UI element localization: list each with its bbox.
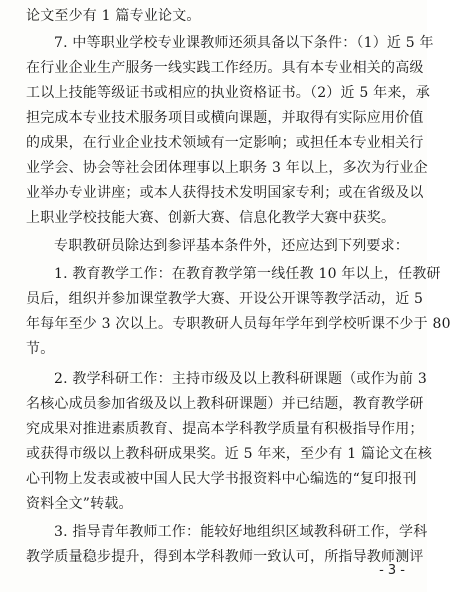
- text-line: 3. 指导青年教师工作：能较好地组织区域教科研工作，学科: [54, 524, 428, 540]
- text-line: 或获得市级以上教科研成果奖。近 5 年来，至少有 1 篇论文在核: [26, 446, 433, 462]
- text-line: 名核心成员参加省级及以上教科研课题）并已结题，教育教学研: [26, 396, 424, 412]
- page-number: - 3 -: [379, 563, 405, 578]
- text-line: 7. 中等职业学校专业课教师还须具备以下条件：（1）近 5 年: [54, 35, 434, 51]
- text-line: 1. 教育教学工作：在教育教学第一线任教 10 年以上，任教研: [54, 266, 441, 282]
- text-line: 工以上技能等级证书或相应的执业资格证书。（2）近 5 年来，承: [26, 85, 430, 101]
- text-line: 究成果对推进素质教育、提高本学科教学质量有积极指导作用；: [26, 421, 424, 437]
- text-line: 资料全文”转载。: [26, 496, 133, 512]
- text-line: 节。: [26, 341, 55, 357]
- text-line: 业学会、协会等社会团体理事以上职务 3 年以上，多次为行业企: [26, 160, 428, 176]
- text-line: 上职业学校技能大赛、创新大赛、信息化教学大赛中获奖。: [26, 210, 396, 226]
- text-line: 2. 教学科研工作：主持市级及以上教科研课题（或作为前 3: [54, 371, 427, 387]
- text-line: 业举办专业讲座；或本人获得技术发明国家专利；或在省级及以: [26, 185, 424, 201]
- text-line: 员后，组织并参加课堂教学大赛、开设公开课等教学活动，近 5: [26, 291, 424, 307]
- text-line: 在行业企业生产服务一线实践工作经历。具有本专业相关的高级: [26, 60, 424, 76]
- text-line: 专职教研员除达到参评基本条件外，还应达到下列要求：: [54, 238, 409, 254]
- text-line: 论文至少有 1 篇专业论文。: [26, 8, 201, 24]
- text-line: 教学质量稳步提升，得到本学科教师一致认可，所指导教师测评: [26, 549, 424, 565]
- text-line: 担完成本专业技术服务项目或横向课题，并取得有实际应用价值: [26, 110, 424, 126]
- text-line: 心刊物上发表或被中国人民大学书报资料中心编选的“复印报刊: [26, 471, 417, 487]
- text-line: 年每年至少 3 次以上。专职教研人员每年学年到学校听课不少于 80: [26, 316, 451, 332]
- text-line: 的成果，在行业企业技术领域有一定影响；或担任本专业相关行: [26, 135, 424, 151]
